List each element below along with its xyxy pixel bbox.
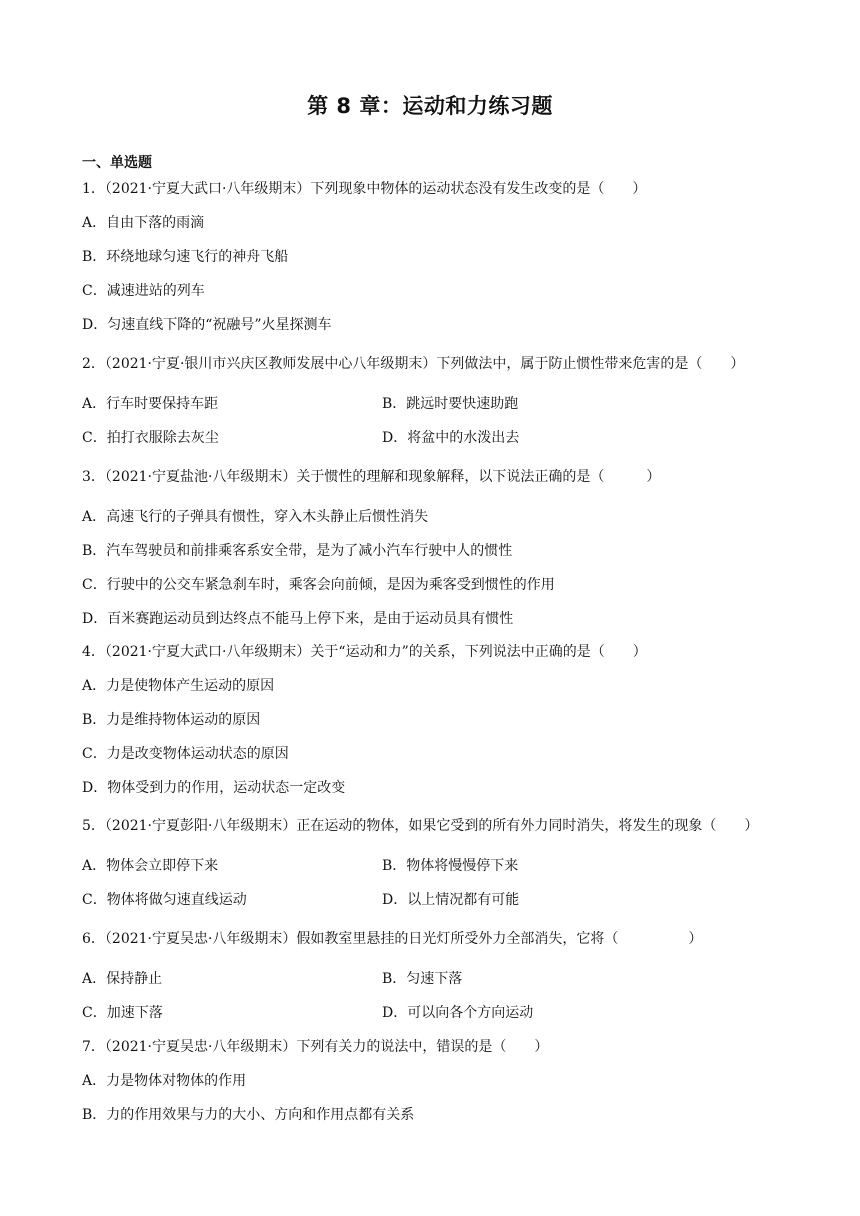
question-stem-7: 7．（2021·宁夏吴忠·八年级期末）下列有关力的说法中，错误的是（ ）: [82, 1039, 549, 1055]
option-2b: B．跳远时要快速助跑: [382, 396, 519, 412]
option-3a: A．高速飞行的子弹具有惯性，穿入木头静止后惯性消失: [82, 509, 429, 525]
option-4a: A．力是使物体产生运动的原因: [82, 678, 275, 694]
option-2d: D．将盆中的水泼出去: [382, 430, 520, 446]
option-6a: A．保持静止: [82, 971, 163, 987]
option-3c: C．行驶中的公交车紧急刹车时，乘客会向前倾，是因为乘客受到惯性的作用: [82, 577, 555, 593]
option-5c: C．物体将做匀速直线运动: [82, 892, 247, 908]
option-4b: B．力是维持物体运动的原因: [82, 712, 261, 728]
question-stem-3: 3．（2021·宁夏盐池·八年级期末）关于惯性的理解和现象解释，以下说法正确的是（ ）: [82, 469, 661, 485]
option-1b: B．环绕地球匀速飞行的神舟飞船: [82, 249, 289, 265]
question-stem-4: 4．（2021·宁夏大武口·八年级期末）关于“运动和力”的关系，下列说法中正确的是（ ）: [82, 644, 647, 660]
option-2c: C．拍打衣服除去灰尘: [82, 430, 219, 446]
option-5b: B．物体将慢慢停下来: [382, 858, 519, 874]
question-stem-2: 2．（2021·宁夏·银川市兴庆区教师发展中心八年级期末）下列做法中，属于防止惯性带来危害的是（ ）: [82, 356, 745, 372]
option-1d: D．匀速直线下降的“祝融号”火星探测车: [82, 317, 332, 333]
option-6c: C．加速下落: [82, 1005, 163, 1021]
option-7a: A．力是物体对物体的作用: [82, 1073, 247, 1089]
option-1a: A．自由下落的雨滴: [82, 215, 205, 231]
option-1c: C．减速进站的列车: [82, 283, 205, 299]
option-6d: D．可以向各个方向运动: [382, 1005, 534, 1021]
page-title: 第 8 章：运动和力练习题: [307, 94, 553, 118]
option-4d: D．物体受到力的作用，运动状态一定改变: [82, 780, 346, 796]
option-7b: B．力的作用效果与力的大小、方向和作用点都有关系: [82, 1107, 415, 1123]
option-2a: A．行车时要保持车距: [82, 396, 219, 412]
option-3d: D．百米赛跑运动员到达终点不能马上停下来，是由于运动员具有惯性: [82, 611, 514, 627]
option-5a: A．物体会立即停下来: [82, 858, 219, 874]
option-4c: C．力是改变物体运动状态的原因: [82, 746, 289, 762]
question-stem-5: 5．（2021·宁夏彭阳·八年级期末）正在运动的物体，如果它受到的所有外力同时消失，将发生的现象（ ）: [82, 818, 759, 834]
option-5d: D．以上情况都有可能: [382, 892, 520, 908]
option-3b: B．汽车驾驶员和前排乘客系安全带，是为了减小汽车行驶中人的惯性: [82, 543, 513, 559]
question-stem-6: 6．（2021·宁夏吴忠·八年级期末）假如教室里悬挂的日光灯所受外力全部消失，它将（ ）: [82, 931, 703, 947]
section-heading: 一、单选题: [82, 155, 152, 171]
option-6b: B．匀速下落: [382, 971, 463, 987]
question-stem-1: 1．（2021·宁夏大武口·八年级期末）下列现象中物体的运动状态没有发生改变的是（ ）: [82, 181, 647, 197]
